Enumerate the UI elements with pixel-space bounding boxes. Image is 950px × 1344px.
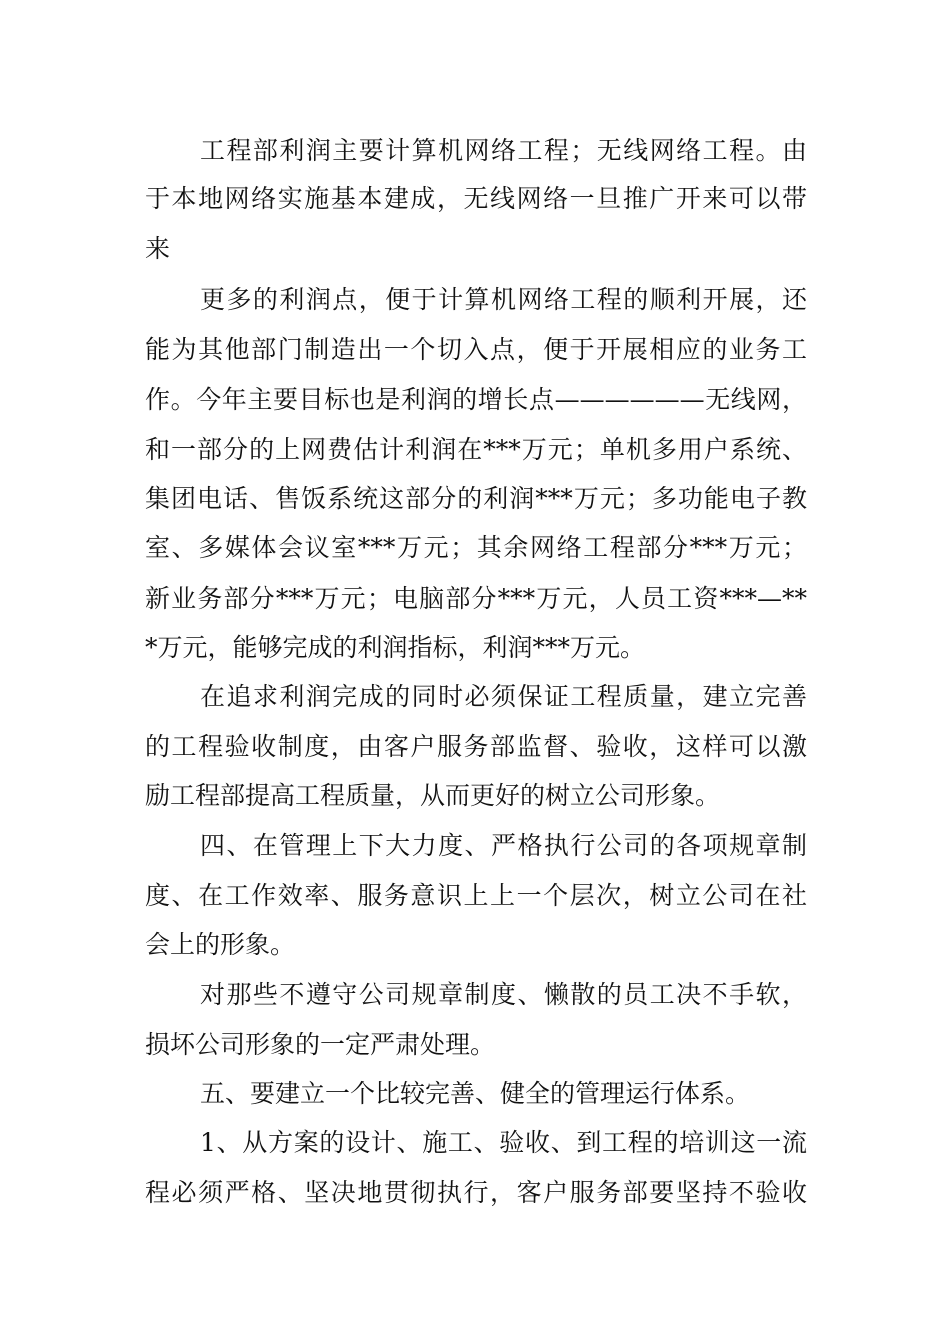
text-line-14: 励工程部提高工程质量，从而更好的树立公司形象。 xyxy=(145,781,721,810)
text-line-12: 在追求利润完成的同时必须保证工程质量，建立完善 xyxy=(200,682,807,711)
text-line-7: 和一部分的上网费估计利润在***万元；单机多用户系统、 xyxy=(145,435,807,464)
text-line-22: 程必须严格、坚决地贯彻执行，客户服务部要坚持不验收 xyxy=(145,1178,807,1207)
text-line-21: 1、从方案的设计、施工、验收、到工程的培训这一流 xyxy=(200,1128,807,1157)
text-line-3: 来 xyxy=(145,234,171,263)
text-line-16: 度、在工作效率、服务意识上上一个层次，树立公司在社 xyxy=(145,881,807,910)
text-line-13: 的工程验收制度，由客户服务部监督、验收，这样可以激 xyxy=(145,732,807,761)
text-line-11: *万元，能够完成的利润指标，利润***万元。 xyxy=(145,633,646,662)
text-line-4: 更多的利润点，便于计算机网络工程的顺利开展，还 xyxy=(200,285,807,314)
text-line-10: 新业务部分***万元；电脑部分***万元，人员工资***—** xyxy=(145,584,807,613)
text-line-2: 于本地网络实施基本建成，无线网络一旦推广开来可以带 xyxy=(145,184,807,213)
text-line-1: 工程部利润主要计算机网络工程；无线网络工程。由 xyxy=(200,136,807,165)
text-line-9: 室、多媒体会议室***万元；其余网络工程部分***万元； xyxy=(145,533,807,562)
text-line-5: 能为其他部门制造出一个切入点，便于开展相应的业务工 xyxy=(145,335,807,364)
text-line-20: 五、要建立一个比较完善、健全的管理运行体系。 xyxy=(200,1079,751,1108)
text-line-8: 集团电话、售饭系统这部分的利润***万元；多功能电子教 xyxy=(145,484,807,513)
text-line-19: 损坏公司形象的一定严肃处理。 xyxy=(145,1030,496,1059)
text-line-6: 作。今年主要目标也是利润的增长点——————无线网， xyxy=(145,385,807,414)
text-line-17: 会上的形象。 xyxy=(145,930,296,959)
text-line-18: 对那些不遵守公司规章制度、懒散的员工决不手软， xyxy=(200,980,807,1009)
text-line-15: 四、在管理上下大力度、严格执行公司的各项规章制 xyxy=(200,831,807,860)
